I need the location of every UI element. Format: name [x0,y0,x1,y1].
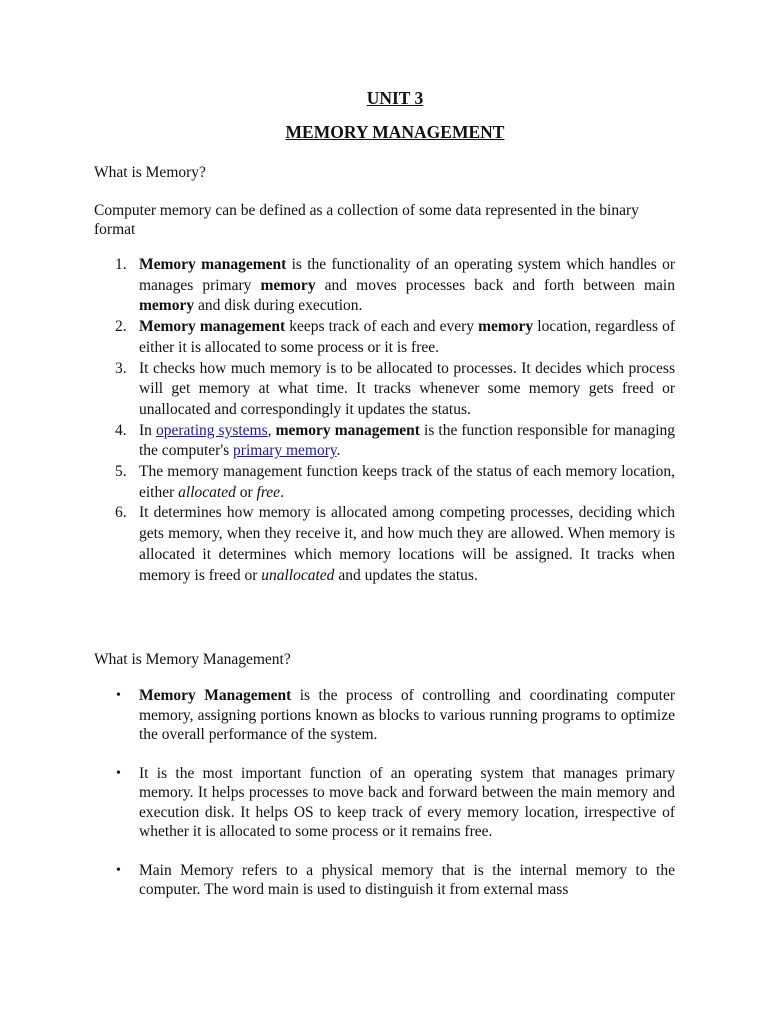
list-item [93,503,675,586]
list-text: or [235,483,257,501]
list-text: . [280,483,284,501]
page-title: MEMORY MANAGEMENT [285,122,505,142]
numbered-list [93,255,675,586]
list-text: and updates the status. [334,566,478,584]
question-what-is-memory: What is Memory? [94,164,206,181]
bold-term: memory management [275,421,420,439]
list-text: It checks how much memory is to be allocated to processes. It decides which process will get memory at what time. It tracks whenever some memory gets freed or unallocated and correspondingly it updates the status. [139,359,675,418]
list-text: . [336,442,341,460]
operating-systems-link[interactable]: operating systems [155,421,268,439]
bullet-list [93,686,675,919]
bold-term: memory [478,318,534,336]
list-number: 2. [115,318,127,336]
list-text: Main Memory refers to a physical memory that is the internal memory to the computer. The word main is used to distinguish it from external mass [139,861,675,898]
list-text: is the function responsible for managing the computer's [139,421,675,460]
list-item [93,861,675,900]
memory-definition: Computer memory can be defined as a collection of some data represented in the binary format [94,202,639,238]
list-item [93,764,675,842]
question-what-is-memory-management: What is Memory Management? [94,651,291,668]
bullet-marker: • [116,862,121,878]
list-item [93,686,675,745]
list-number: 1. [115,256,127,273]
list-text: is the process of controlling and coordinating computer memory, assigning portions known as blocks to various running programs to optimize the overall performance of the system. [139,687,675,743]
list-item [93,317,675,358]
list-item [93,255,675,317]
primary-memory-link[interactable]: primary memory [233,442,337,460]
bold-term: Memory Management [139,687,292,704]
list-text: is the functionality of an operating system which handles or manages primary [139,256,675,294]
italic-term: allocated [178,483,236,501]
list-number: 4. [115,421,127,439]
list-text: The memory management function keeps track of the status of each memory location, either [139,463,675,501]
bold-term: Memory management [139,256,287,273]
list-text: It is the most important function of an operating system that manages primary memory. It helps processes to move back and forward between the main memory and execution disk. It helps OS to keep track of every memory location, irrespective of whether it is allocated to some process or it remains free. [139,764,675,840]
bullet-marker: • [116,688,121,703]
list-number: 6. [115,504,127,522]
list-number: 3. [115,359,127,377]
list-item [93,462,675,503]
list-item [93,421,675,462]
list-text: , [267,421,276,439]
list-number: 5. [115,463,127,481]
list-text: It determines how memory is allocated among competing processes, deciding which gets memory, when they receive it, and how much they are allowed. When memory is allocated it determines which memory locations will be assigned. It tracks when memory is freed or [139,504,675,584]
bold-term: memory [260,276,316,294]
italic-term: free [256,483,281,501]
list-text: and moves processes back and forth between main [315,276,675,294]
list-text: In [139,421,156,439]
list-text: keeps track of each and every [285,318,479,336]
unit-heading: UNIT 3 [366,88,424,108]
list-item [93,359,675,421]
list-text: and disk during execution. [194,297,363,315]
list-text: location, regardless of either it is allocated to some process or it is free. [139,318,675,356]
bullet-marker: • [116,765,121,781]
bold-term: Memory management [139,318,286,336]
bold-term: memory [139,297,195,315]
italic-term: unallocated [261,566,335,584]
